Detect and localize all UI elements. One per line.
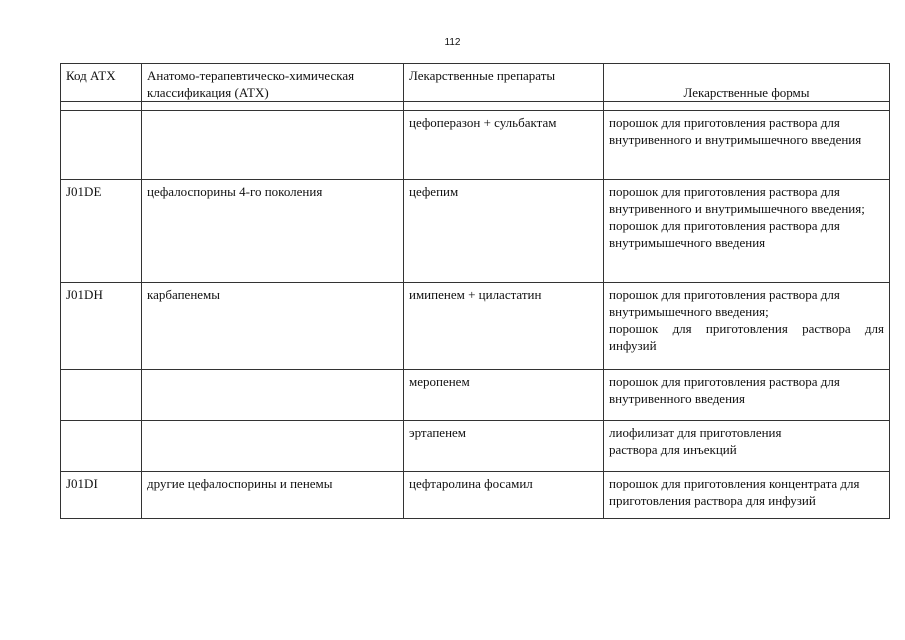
atx-drug-table (60, 63, 890, 519)
cell-classification (142, 370, 404, 421)
header-code: Код АТХ (61, 64, 142, 102)
cell-drug: цефоперазон + сульбактам (404, 111, 604, 180)
cell-classification (142, 111, 404, 180)
table-spacer-row (61, 102, 890, 111)
table-header-row (61, 64, 890, 102)
cell-forms (604, 111, 890, 180)
spacer-cell (142, 102, 404, 111)
cell-drug: цефтаролина фосамил (404, 472, 604, 519)
form-line: порошок для приготовления раствора для внутривенного введения (609, 374, 840, 406)
cell-code (61, 111, 142, 180)
form-line: порошок для приготовления раствора для внутримышечного введения; (609, 287, 840, 319)
cell-classification (142, 421, 404, 472)
cell-classification: цефалоспорины 4-го поколения (142, 180, 404, 283)
cell-code: J01DH (61, 283, 142, 370)
page-number: 112 (444, 37, 461, 48)
spacer-cell (604, 102, 890, 111)
cell-drug: меропенем (404, 370, 604, 421)
table-row (61, 472, 890, 519)
header-classification: Анатомо-терапевтическо-химическая классификация (АТХ) (142, 64, 404, 102)
header-forms: Лекарственные формы (604, 64, 890, 102)
form-line: порошок для приготовления концентрата для приготовления раствора для инфузий (609, 476, 860, 508)
cell-classification: карбапенемы (142, 283, 404, 370)
form-line: порошок для приготовления раствора для внутривенного и внутримышечного введения (609, 115, 862, 147)
form-line: порошок для приготовления раствора для внутримышечного введения (609, 218, 840, 250)
form-line: лиофилизат для приготовления (609, 425, 782, 440)
form-line: раствора для инъекций (609, 442, 737, 457)
form-line: порошок для приготовления раствора для инфузий (609, 321, 884, 353)
cell-classification: другие цефалоспорины и пенемы (142, 472, 404, 519)
spacer-cell (404, 102, 604, 111)
cell-forms (604, 421, 890, 472)
table-row (61, 370, 890, 421)
cell-forms (604, 283, 890, 370)
cell-forms (604, 472, 890, 519)
cell-drug: эртапенем (404, 421, 604, 472)
cell-drug: цефепим (404, 180, 604, 283)
spacer-cell (61, 102, 142, 111)
cell-code: J01DI (61, 472, 142, 519)
table-row (61, 283, 890, 370)
header-drugs: Лекарственные препараты (404, 64, 604, 102)
cell-code: J01DE (61, 180, 142, 283)
cell-forms (604, 370, 890, 421)
cell-code (61, 421, 142, 472)
table-row (61, 421, 890, 472)
cell-forms (604, 180, 890, 283)
table-row (61, 180, 890, 283)
form-line: порошок для приготовления раствора для внутривенного и внутримышечного введения; (609, 184, 865, 216)
table-row (61, 111, 890, 180)
cell-code (61, 370, 142, 421)
cell-drug: имипенем + циластатин (404, 283, 604, 370)
